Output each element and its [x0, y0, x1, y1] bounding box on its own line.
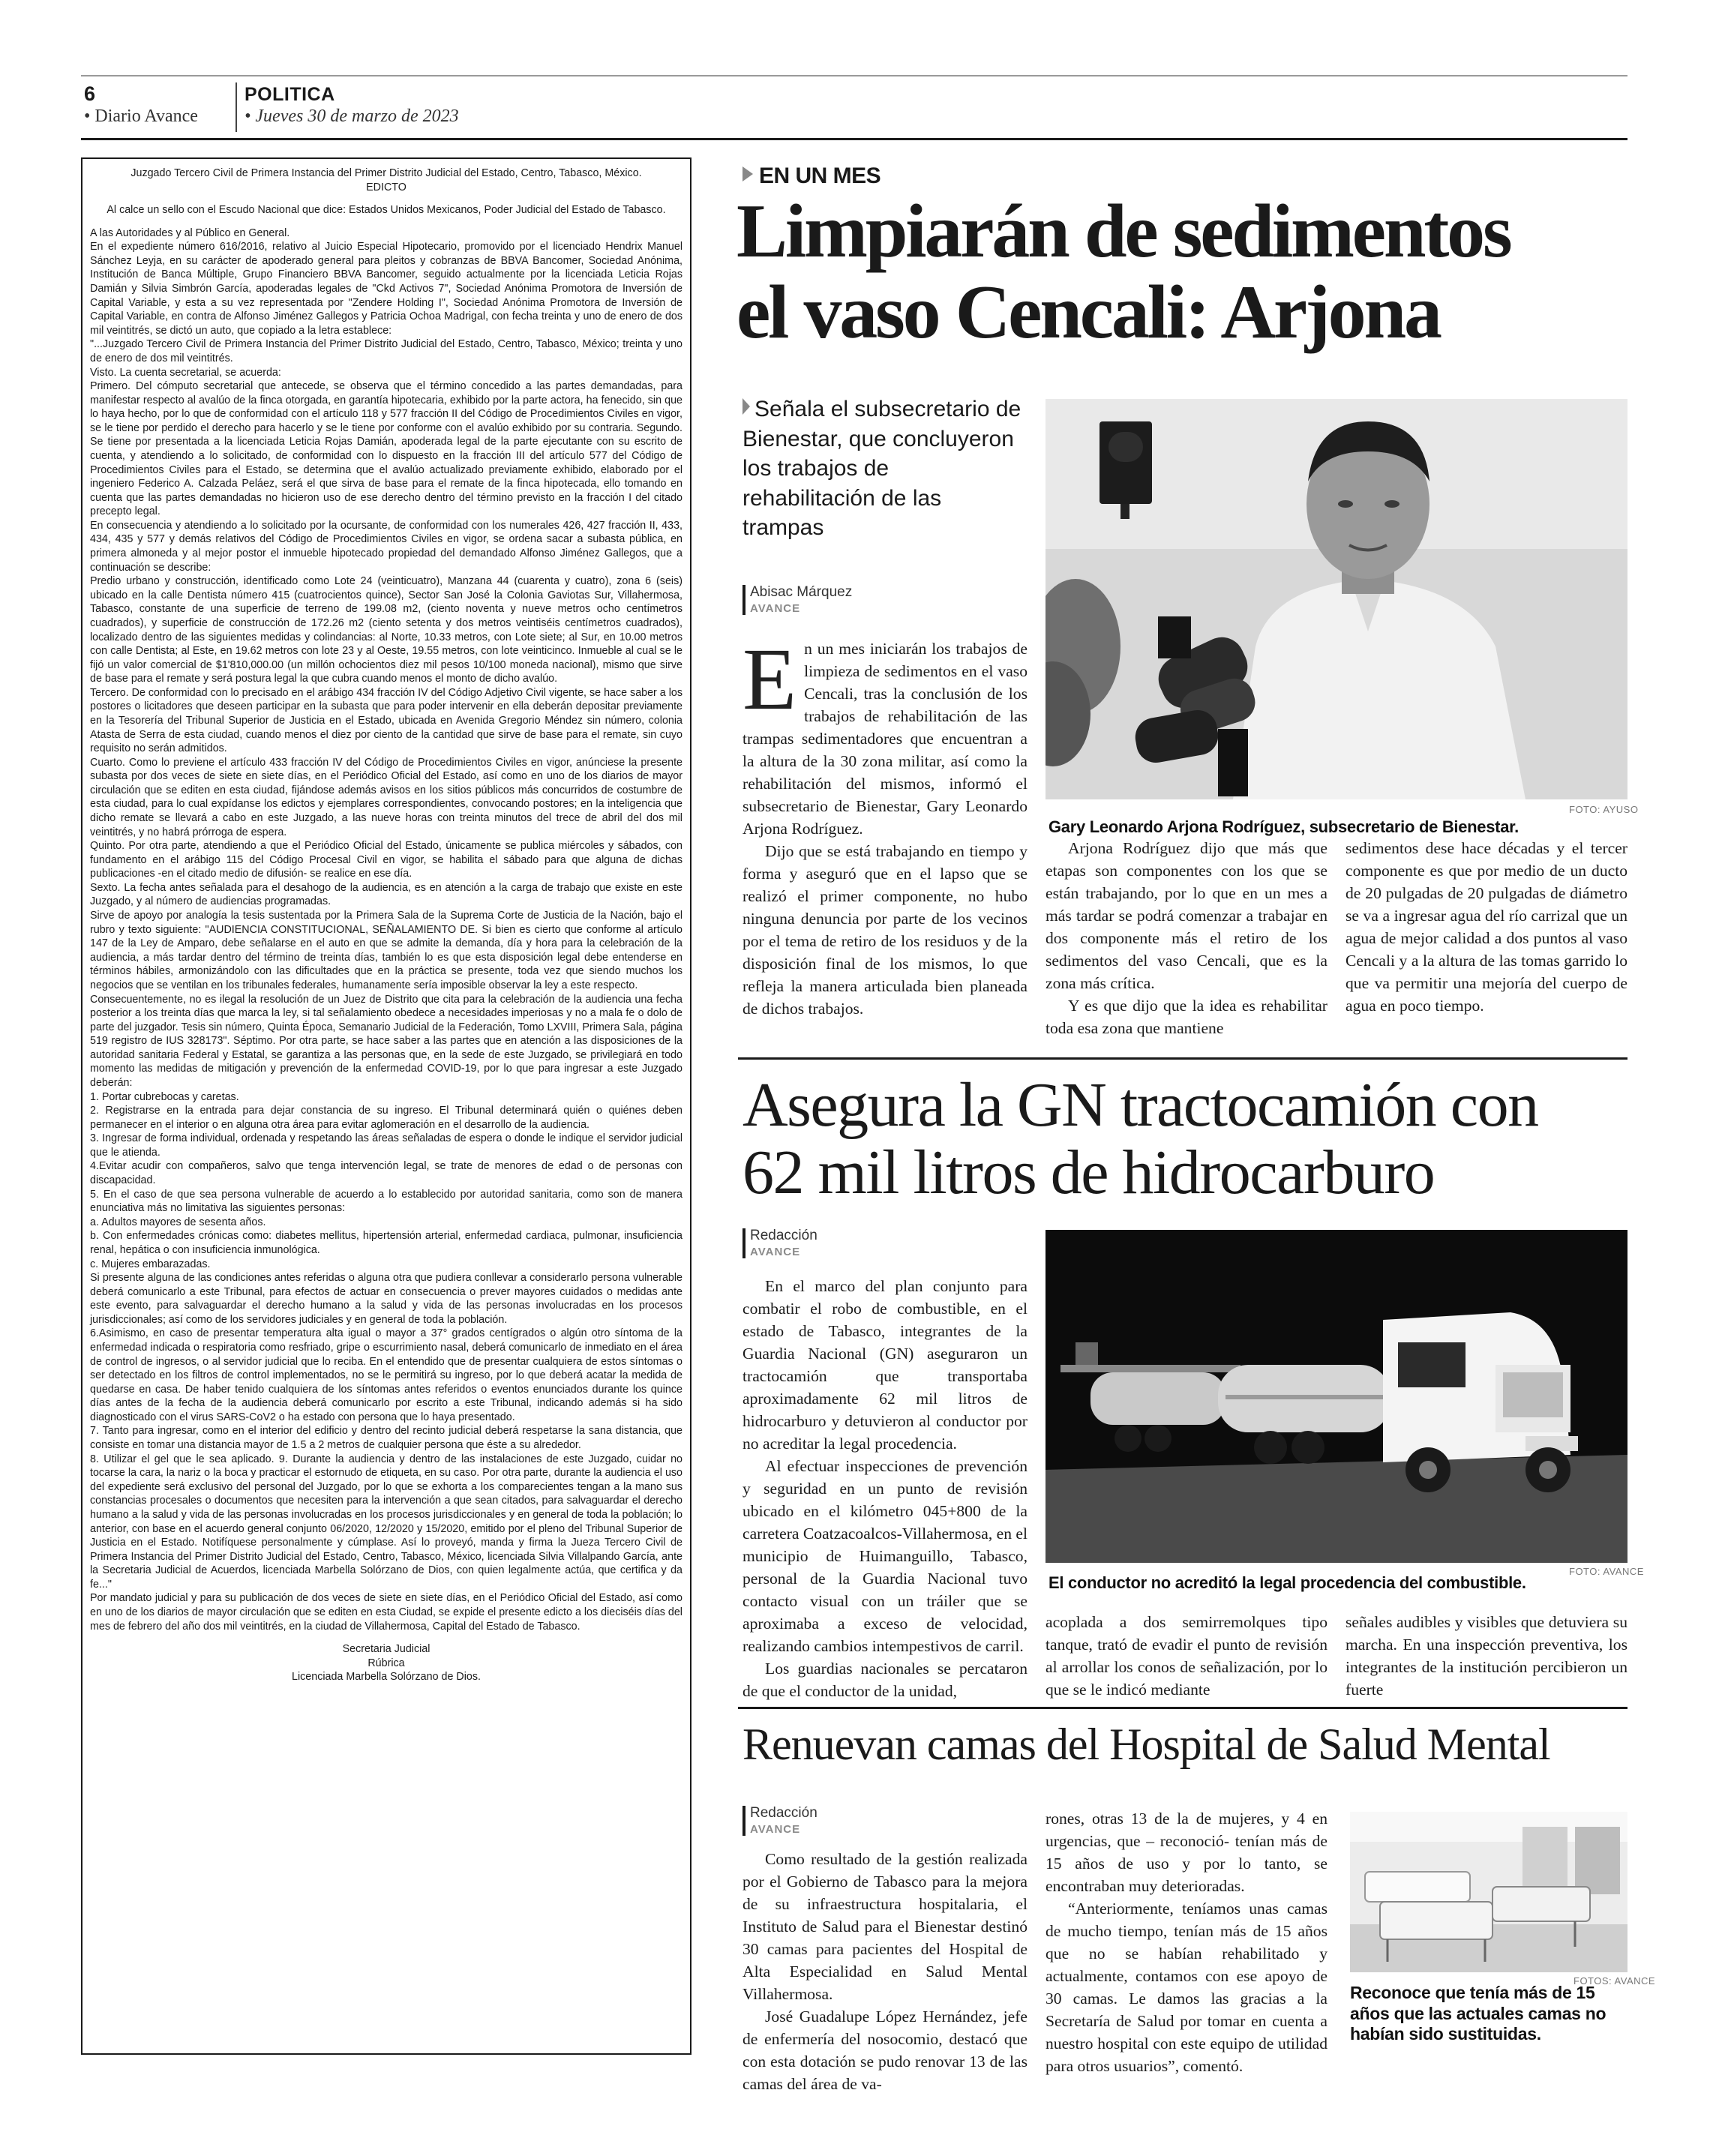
story1-headline: Limpiarán de sedimentos el vaso Cencali: Arjona: [736, 189, 1510, 355]
edict-paragraph: Consecuentemente, no es ilegal la resolución de un Juez de Distrito que cita para la celebración de la audiencia una fecha posterior a los treinta días que marca la ley, si tal señalamiento obedece a necesidades imperiosas y no a mala fe o dolo de parte del juzgador. Tesis sin número, Quinta Época, Semanario Judicial de la Federación, Tomo LXVIII, Primera Sala, página 519 registro de IUS 328173". Séptimo. Por otra parte, se hace saber a las partes que en atención a las disposiciones de la autoridad sanitaria Federal y Estatal, se garantiza a las personas que, en la sede de este Juzgado, se privilegiará en todo momento las medidas de mitigación y prevención de la enfermedad COVID-19, por lo que para ingresar a este Juzgado deberán:: [90, 993, 682, 1089]
edict-paragraph: A las Autoridades y al Público en General.: [90, 226, 290, 239]
story3-headline: Renuevan camas del Hospital de Salud Mental: [742, 1720, 1550, 1769]
edict-paragraph: 8. Utilizar el gel que le sea aplicado. 9. Durante la audiencia y dentro de las instalaciones de este Juzgado, cuidar no tocarse la cara, la nariz o la boca y practicar el estornudo de etiqueta, en su caso. Por otra parte, durante la audiencia el uso del expediente será exclusivo del personal del Juzgado, por lo que se exhorta a los comparecientes tengan a la mano sus constancias procesales o documentos que necesiten para la intervención a que sean citados, para salvaguardar el derecho humano a la salud y vida de las personas involucradas en los procesos jurisdiccionales y en general de toda la población; lo anterior, con base en el acuerdo general conjunto 06/2020, 12/2020 y 15/2020, emitido por el pleno del Tribunal Superior de Justicia en el Estado. Notifíquese personalmente y cúmplase. Así lo proveyó, manda y firma la Jueza Tercero Civil de Primera Instancia del Primer Distrito Judicial del Estado, Centro, Tabasco, México, licenciada Silvia Villalpando García, ante la Secretaria Judicial de Acuerdos, licenciada Marbella Solórzano de Dios, con quien legalmente actúa, que certifica y da fe...": [90, 1453, 682, 1591]
story3-photo-beds: [1350, 1812, 1628, 1972]
story2-col2: acoplada a dos semirremolques tipo tanque, trató de evadir el punto de revisión al arrollar los conos de señalización, por lo que se le indicó mediante: [1046, 1613, 1328, 1699]
edict-paragraph: Primero. Del cómputo secretarial que antecede, se observa que el término concedido a las partes demandadas, para manifestar respecto al avalúo de la finca otorgada, en garantía hipotecaria, exhibido por la parte actora, ha fenecido, sin que lo haya hecho, por lo que de conformidad con el artículo 118 y 577 fracción II del Código de Procedimientos Civiles en vigor, se le tiene por perdido el derecho para hacerlo y se le tiene por conforme con el avalúo exhibido por su contraria. Segundo. Se tiene por presentada a la licenciada Leticia Rojas Damián, apoderada legal de la parte ejecutante con su escrito de cuenta, y atendiendo a lo solicitado, de conformidad con lo dispuesto en la fracción III del artículo 577 del Código de Procedimientos Civiles para el Estado, se determina que el avalúo actualizado previamente exhibido, elaborado por el ingeniero Federico A. Calzada Peláez, será el que sirva de base para el remate de la finca hipotecada, ello tomando en cuenta que las partes demandadas no hicieron uso de ese derecho dentro del término previsto en la fracción I del citado precepto legal.: [90, 380, 682, 518]
section-name: POLITICA: [244, 84, 335, 105]
story1-caption: Gary Leonardo Arjona Rodríguez, subsecretario de Bienestar.: [1048, 817, 1519, 836]
edict-paragraph: 4.Evitar acudir con compañeros, salvo que tenga intervención legal, se trate de menores de edad o de personas con discapacidad.: [90, 1160, 682, 1187]
story1-kicker: EN UN MES: [742, 163, 880, 189]
header-divider: [236, 82, 237, 132]
edict-paragraph: Cuarto. Como lo previene el artículo 433 fracción IV del Código de Procedimientos Civiles en vigor, anúnciese la presente subasta por dos veces de siete en siete días, en el Periódico Oficial del Estado, así como en uno de los diarios de mayor circulación que se editen en esta ciudad, fijándose además avisos en los sitios públicos más concurridos de costumbre de esta ciudad, para lo cual expídanse los edictos y ejemplares correspondientes, convocando postores; en la inteligencia que dicho remate se llevará a cabo en este Juzgado, a las nueve horas con treinta minutos del trece de abril del dos mil veintitrés, y no habrá prórroga de espera.: [90, 756, 682, 838]
top-rule: [81, 75, 1628, 76]
page-number: 6: [84, 82, 96, 105]
story1-col1: En un mes iniciarán los trabajos de limpieza de sedimentos en el vaso Cencali, tras la conclusión de los trabajos de rehabilitación de las trampas sedimentadores que encuentran a la altura de la 30 zona militar, así como la rehabilitación del mismos, informó el subsecretario de Bienestar, Gary Leonardo Arjona Rodríguez. Dijo que se está trabajando en tiempo y forma y aseguró que en el lapso que se realizó el primer componente, no hubo ninguna denuncia por parte de los vecinos por el tema de retiro de los residuos y de la disposición final de los mismos, lo que refleja la manera articulada bien planeada de dichos trabajos.: [742, 630, 1028, 1018]
edict-paragraph: "...Juzgado Tercero Civil de Primera Instancia del Primer Distrito Judicial del Estado, Centro, Tabasco, México; treinta y uno de enero de dos mil veintitrés.: [90, 338, 682, 364]
story3-caption: Reconoce que tenía más de 15 años que las actuales camas no habían sido sustituidas.: [1350, 1983, 1606, 2044]
edict-paragraph: Quinto. Por otra parte, atendiendo a que el Periódico Oficial del Estado, únicamente se publica miércoles y sábados, con fundamento en el arábigo 115 del Código Procesal Civil en vigor, se habilita el sábado para que alguna de dichas publicaciones -en el citado medio de difusión- se realice en ese día.: [90, 840, 682, 880]
edict-paragraph: 2. Registrarse en la entrada para dejar constancia de su ingreso. El Tribunal determinará quién o quiénes deben permanecer en el interior o en alguna otra área para evitar aglomeración en el desarrollo de la audiencia.: [90, 1105, 682, 1131]
edict-signature-role: Secretaria Judicial: [342, 1643, 430, 1656]
story1-byline: Abisac Márquez AVANCE: [742, 585, 852, 615]
edict-signature-name: Licenciada Marbella Solórzano de Dios.: [292, 1671, 481, 1684]
story1-photo-credit: FOTO: AYUSO: [1569, 804, 1639, 815]
edict-paragraph: Tercero. De conformidad con lo precisado en el arábigo 434 fracción IV del Código Adjetivo Civil vigente, se hace saber a los postores o licitadores que deseen participar en la subasta que para poder intervenir en ella deberán depositar previamente en la Tesorería del Tribunal Superior de Justicia en el Estado, ubicada en Avenida Gregorio Méndez sin número, colonia Atasta de Serra de esta ciudad, cuando menos el diez por ciento de la cantidad que sirve de base para el remate, sin cuyo requisito no serán admitidos.: [90, 686, 682, 755]
story1-col3: sedimentos dese hace décadas y el tercer componente es que por medio de un ducto de 20 pulgadas de 20 pulgadas de diámetro se va a ingresar agua del río carrizal que un agua de mejor calidad a dos puntos al vaso Cencali y a la altura de las tomas garrido lo que va permitir una mejoría del cuerpo de agua en poco tiempo.: [1346, 839, 1628, 1015]
edict-paragraph: Visto. La cuenta secretarial, se acuerda:: [90, 366, 281, 379]
triangle-bullet-icon: [742, 166, 753, 181]
dropcap: E: [742, 630, 797, 728]
edict-seal: Al calce un sello con el Escudo Nacional que dice: Estados Unidos Mexicanos, Poder Judicial del Estado de Tabasco.: [106, 204, 666, 217]
edict-paragraph: 5. En el caso de que sea persona vulnerable de acuerdo a lo establecido por autoridad sanitaria, como son de manera enunciativa más no limitativa las siguientes personas:: [90, 1188, 682, 1215]
story3-col1: Como resultado de la gestión realizada por el Gobierno de Tabasco para la mejora de su infraestructura hospitalaria, el Instituto de Salud para el Bienestar destinó 30 camas para pacientes del Hospital de Alta Especialidad en Salud Mental Villahermosa. José Guadalupe López Hernández, jefe de enfermería del nosocomio, destacó que con esta dotación se pudo renovar 13 de las camas del área de va-: [742, 1850, 1028, 2093]
edict-paragraph: Por mandato judicial y para su publicación de dos veces de siete en siete días, en el Periódico Oficial del Estado, así como en uno de los diarios de mayor circulación que se editen en esta Ciudad, se expide el presente edicto a los dieciséis días del mes de febrero del año dos mil veintitrés, en la ciudad de Villahermosa, Capital del Estado de Tabasco.: [90, 1592, 682, 1633]
edict-court: Juzgado Tercero Civil de Primera Instancia del Primer Distrito Judicial del Estado, Centro, Tabasco, México.: [130, 167, 642, 179]
story2-col1: En el marco del plan conjunto para combatir el robo de combustible, en el estado de Tabasco, integrantes de la Guardia Nacional (GN) aseguraron un tractocamión que transportaba aproximadamente 62 mil litros de hidrocarburo y detuvieron al conductor por no acreditar la legal procedencia. Al efectuar inspecciones de prevención y seguridad en un punto de revisión ubicado en el kilómetro 045+800 de la carretera Coatzacoalcos-Villahermosa, en el municipio de Huimanguillo, Tabasco, personal de la Guardia Nacional tuvo contacto visual con un tráiler que se aproximaba a exceso de velocidad, realizando cambios intempestivos de carril. Los guardias nacionales se percataron de que el conductor de la unidad,: [742, 1277, 1028, 1700]
edict-paragraph: Predio urbano y construcción, identificado como Lote 24 (veinticuatro), Manzana 44 (cuarenta y cuatro), zona 6 (seis) ubicado en la calle Dentista número 415 (cuatrocientos quince), Sector San José la Colonia Gaviotas Sur, Villahermosa, Tabasco, constante de una superficie de terreno de 199.08 m2, (ciento noventa y nueve metros ocho centímetros cuadrados), y superficie de construcción de 172.26 m2 (ciento setenta y dos metros veintiséis centímetros cuadrados), localizado dentro de las siguientes medidas y colindancias: al Norte, 10.33 metros, con Lote siete; al Sur, en 10.00 metros con calle Dentista; al Este, en 19.62 metros con lote 23 y al Oeste, 19.55 metros, con lote veinticinco. Inmueble al cual se le fijó un valor comercial de $1'810,000.00 (un millón ochocientos diez mil pesos 10/100 moneda nacional), mismo que sirve de base para el remate y será postura legal la que cubra cuando menos el monto de dicho avalúo.: [90, 575, 682, 685]
edict-paragraph: 3. Ingresar de forma individual, ordenada y respetando las áreas señaladas de espera o donde le indique el servidor judicial que le atienda.: [90, 1132, 682, 1159]
story1-photo-official: [1046, 399, 1628, 799]
edict-paragraph: En el expediente número 616/2016, relativo al Juicio Especial Hipotecario, promovido por el licenciado Hendrix Manuel Sánchez Leyja, en su carácter de apoderado general para pleitos y cobranzas de BBVA Bancomer, Sociedad Anónima, Institución de Banca Múltiple, Grupo Financiero BBVA Bancomer, seguido actualmente por la licenciada Leticia Rojas Damián y Silvia Simbrón García, apoderadas legales de "Ckd Activos 7", Sociedad Anónima Promotora de Inversión de Capital Variable, y esta a su vez representada por "Zendere Holding I", Sociedad Anónima Promotora de Inversión de Capital Variable, en contra de Alfonso Jiménez Gallegos y Patricia Ochoa Madrigal, con fecha treinta y uno de enero de dos mil veintitrés, se dictó un auto, que copiado a la letra establece:: [90, 241, 682, 337]
story2-photo-truck: [1046, 1230, 1628, 1563]
tanker-truck-illustration: [1046, 1230, 1628, 1563]
edict-paragraph: b. Con enfermedades crónicas como: diabetes mellitus, hipertensión arterial, enfermedad cardiaca, pulmonar, insuficiencia renal, hepática o con insuficiencia inmunológica.: [90, 1230, 682, 1256]
story2-photo-credit: FOTO: AVANCE: [1569, 1566, 1644, 1577]
edict-paragraph: 7. Tanto para ingresar, como en el interior del edificio y dentro del recinto judicial deberá respetarse la sana distancia, que consiste en tomar una distancia mayor de 1.5 a 2 metros de cualquier persona que éste a su alrededor.: [90, 1425, 682, 1452]
edict-paragraph: 1. Portar cubrebocas y caretas.: [90, 1090, 239, 1103]
header-rule: [81, 138, 1628, 140]
edict-signature-rubric: Rúbrica: [368, 1657, 405, 1669]
publication-date: • Jueves 30 de marzo de 2023: [244, 106, 459, 126]
edict-paragraph: c. Mujeres embarazadas.: [90, 1258, 211, 1270]
story3-photo-credit: FOTOS: AVANCE: [1574, 1975, 1656, 1987]
hospital-beds-illustration: [1350, 1812, 1628, 1972]
edict-notice: [81, 157, 692, 2055]
triangle-bullet-icon: [742, 398, 750, 415]
story3-col2: rones, otras 13 de la de mujeres, y 4 en urgencias, que – reconoció- tenían más de 15 años de uso y por lo tanto, se encontraban muy deterioradas. “Anteriormente, teníamos unas camas de mucho tiempo, tenían más de 15 años que no se habían rehabilitado y actualmente, contamos con ese apoyo de 30 camas. Le damos las gracias a la Secretaría de Salud por tomar en cuenta a nuestro hospital con este equipo de utilidad para otros usuarios”, comentó.: [1046, 1810, 1328, 2075]
story2-headline: Asegura la GN tractocamión con 62 mil litros de hidrocarburo: [742, 1070, 1538, 1207]
edict-paragraph: a. Adultos mayores de sesenta años.: [90, 1216, 266, 1228]
story-divider: [738, 1057, 1628, 1060]
edict-paragraph: Si presente alguna de las condiciones antes referidas o alguna otra que pudiera conllevar a considerarlo persona vulnerable deberá comunicarlo a este Tribunal, para efectos de actuar en consecuencia o prever mayores cuidados o medidas ante este evento, para salvaguardar el derecho humano a la salud y vida de las personas involucradas en los procesos jurisdiccionales; así como de los servidores judiciales y en general de toda la población.: [90, 1272, 682, 1326]
story-divider: [738, 1707, 1628, 1709]
paper-name: • Diario Avance: [84, 106, 198, 126]
edict-paragraph: 6.Asimismo, en caso de presentar temperatura alta igual o mayor a 37° grados centígrados o algún otro síntoma de la enfermedad indicada o respiratoria como resfriado, gripe o escurrimiento nasal, deberá comunicarlo de inmediato en el área de control de ingresos, o al servidor judicial que lo reciba. En el entendido que de presentar cualquiera de estos síntomas o ser detectado en los filtros de control implementados, no se le permitirá su ingreso, por lo que deberá acatar la medida de quedarse en casa. De haber tenido cualquiera de los síntomas antes referidos o eventos enunciados durante los quince días antes de la fecha de la audiencia deberá comunicarlo por escrito a este Tribunal, indicando además si ha sido diagnosticado con el virus SARS-CoV2 o ha estado con persona que lo haya presentado.: [90, 1327, 682, 1423]
edict-title: EDICTO: [366, 181, 406, 193]
story1-col2: Arjona Rodríguez dijo que más que etapas son componentes con los que se están trabajando, por lo que en un mes a más tardar se podrá comenzar a trabajar en dos componente más el retiro de los sedimentos del vaso Cencali, que es la zona más crítica. Y es que dijo que la idea es rehabilitar toda esa zona que mantiene: [1046, 839, 1328, 1037]
edict-paragraph: Sirve de apoyo por analogía la tesis sustentada por la Primera Sala de la Suprema Corte de Justicia de la Nación, bajo el rubro y texto siguiente: "AUDIENCIA CONSTITUCIONAL, SEÑALAMIENTO DE. Si bien es cierto que conforme al artículo 147 de la Ley de Amparo, debe señalarse en el auto en que se admite la demanda, día y hora para la celebración de la audiencia, a más tardar dentro del término de treinta días, también lo es que esta disposición legal debe entenderse en términos hábiles, armonizándolo con las dificultades que en la práctica se presente, toda vez que siendo muchos los negocios que se ventilan en los tribunales federales, humanamente sería imposible observar la ley a este respecto.: [90, 910, 682, 991]
story3-byline: Redacción AVANCE: [742, 1806, 818, 1836]
story2-byline: Redacción AVANCE: [742, 1228, 818, 1258]
story1-summary: Señala el subsecretario de Bienestar, que concluyeron los trabajos de rehabilitación de las trampas: [742, 397, 1022, 541]
edict-paragraph: En consecuencia y atendiendo a lo solicitado por la ocursante, de conformidad con los numerales 426, 427 fracción II, 433, 434, 435 y 577 y demás relativos del Código de Procedimientos Civiles en vigor, se ordena sacar a subasta pública, en primera almoneda y al mejor postor el inmueble hipotecado propiedad del demandado Alfonso Jiménez Gallegos, que a continuación se describe:: [90, 519, 682, 574]
story2-col3: señales audibles y visibles que detuviera su marcha. En una inspección preventiva, los integrantes de la institución percibieron un fuerte: [1346, 1613, 1628, 1699]
story2-caption: El conductor no acreditó la legal procedencia del combustible.: [1048, 1573, 1526, 1592]
edict-paragraph: Sexto. La fecha antes señalada para el desahogo de la audiencia, es en atención a la carga de trabajo que existe en este Juzgado, y al número de audiencias programadas.: [90, 881, 682, 908]
official-portrait-illustration: [1046, 399, 1628, 799]
